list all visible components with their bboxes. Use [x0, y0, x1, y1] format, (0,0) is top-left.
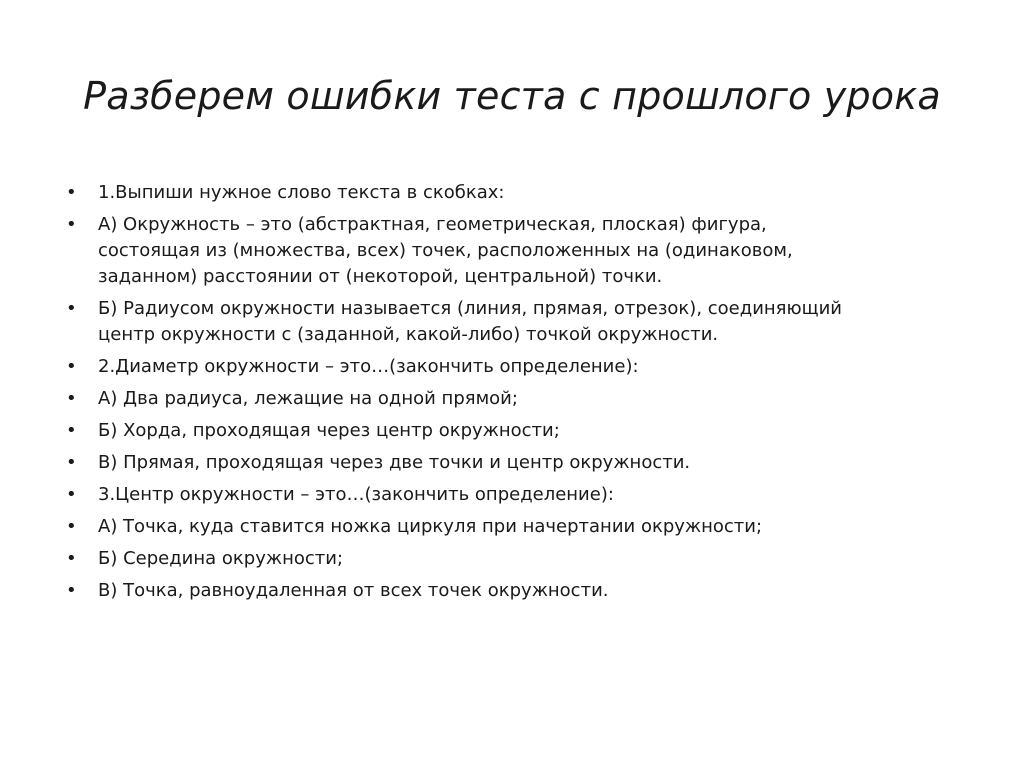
list-item-text: А) Точка, куда ставится ножка циркуля при начертании окружности;: [98, 516, 763, 537]
list-item-text: В) Прямая, проходящая через две точки и центр окружности.: [98, 452, 691, 473]
list-item-text: Б) Радиусом окружности называется (линия, прямая, отрезок), соединяющий центр окружности с (заданной, какой-либо) точкой окружности.: [98, 298, 842, 345]
list-item-text: Б) Середина окружности;: [98, 548, 344, 569]
list-item: [66, 354, 966, 380]
list-item-text: Б) Хорда, проходящая через центр окружности;: [98, 420, 560, 441]
list-item: [66, 514, 966, 540]
list-item: [66, 450, 966, 476]
list-item: [66, 546, 966, 572]
bullet-icon: •: [66, 516, 77, 537]
list-item-text: 1.Выпиши нужное слово текста в скобках:: [98, 182, 505, 203]
list-item: [66, 212, 966, 290]
bullet-icon: •: [66, 548, 77, 569]
list-item: [66, 418, 966, 444]
list-item-text: В) Точка, равноудаленная от всех точек окружности.: [98, 580, 609, 601]
list-item: [66, 578, 966, 604]
list-item-text: А) Два радиуса, лежащие на одной прямой;: [98, 388, 518, 409]
bullet-icon: •: [66, 484, 77, 505]
bullet-icon: •: [66, 452, 77, 473]
bullet-icon: •: [66, 580, 77, 601]
bullet-list: [66, 180, 966, 610]
bullet-icon: •: [66, 214, 77, 235]
list-item: [66, 180, 966, 206]
bullet-icon: •: [66, 298, 77, 319]
list-item-text: 2.Диаметр окружности – это…(закончить определение):: [98, 356, 639, 377]
list-item-text: А) Окружность – это (абстрактная, геометрическая, плоская) фигура, состоящая из (множества, всех) точек, расположенных на (одинаковом, заданном) расстоянии от (некоторой, центральной) точки.: [98, 214, 793, 287]
list-item-text: 3.Центр окружности – это…(закончить определение):: [98, 484, 614, 505]
bullet-icon: •: [66, 356, 77, 377]
slide-title: Разберем ошибки теста с прошлого урока: [83, 74, 941, 118]
list-item: [66, 386, 966, 412]
bullet-icon: •: [66, 182, 77, 203]
bullet-icon: •: [66, 420, 77, 441]
bullet-icon: •: [66, 388, 77, 409]
list-item: [66, 482, 966, 508]
list-item: [66, 296, 966, 348]
